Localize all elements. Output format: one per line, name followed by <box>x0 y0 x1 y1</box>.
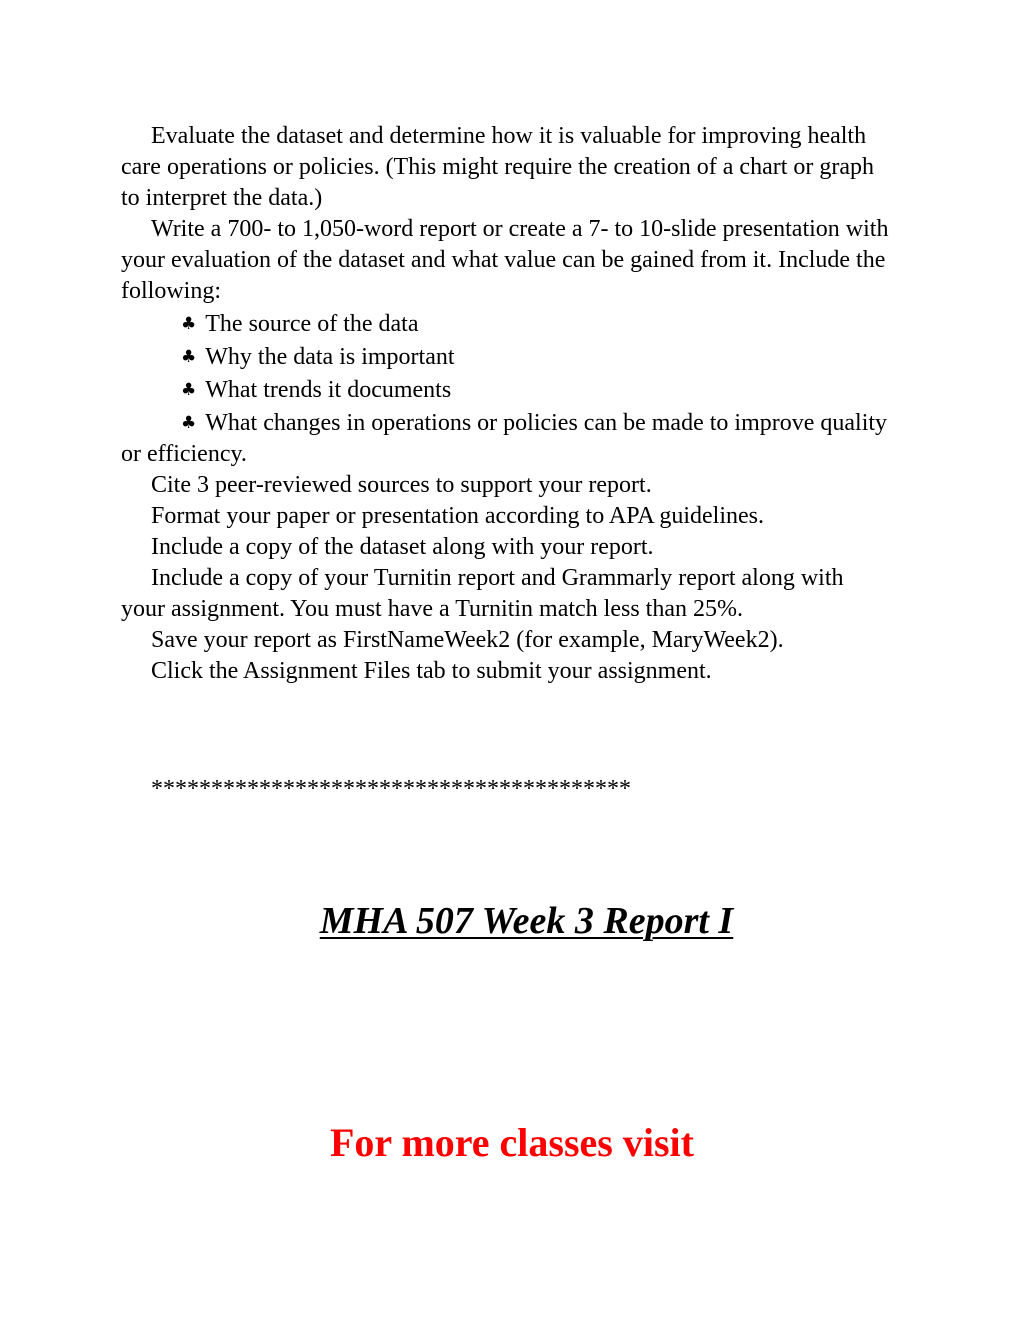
bullet-text: What changes in operations or policies can be made to improve quality or efficiency. <box>121 410 888 467</box>
cite-paragraph: Cite 3 peer-reviewed sources to support your report. <box>151 472 652 498</box>
bullet-item <box>121 408 891 470</box>
submit-paragraph: Click the Assignment Files tab to submit your assignment. <box>151 658 712 684</box>
club-bullet-icon: ♣ <box>181 314 197 334</box>
dataset-paragraph: Include a copy of the dataset along with your report. <box>151 534 654 560</box>
write-paragraph: Write a 700- to 1,050-word report or create a 7- to 10-slide presentation with your evaluation of the dataset and what value can be gained from it. Include the following: <box>121 216 889 304</box>
asterisk-divider: **************************************** <box>151 776 631 802</box>
bullet-text: What trends it documents <box>205 377 452 403</box>
report-title: MHA 507 Week 3 Report I <box>319 900 734 942</box>
bullet-text: Why the data is important <box>205 344 455 370</box>
assignment-instructions <box>121 121 891 687</box>
evaluate-paragraph: Evaluate the dataset and determine how it is valuable for improving health care operations or policies. (This might require the creation of a chart or graph to interpret the data.) <box>121 123 875 211</box>
bullet-item <box>121 309 891 340</box>
format-paragraph: Format your paper or presentation according to APA guidelines. <box>151 503 764 529</box>
turnitin-paragraph: Include a copy of your Turnitin report and Grammarly report along with your assignment. You must have a Turnitin match less than 25%. <box>121 565 844 622</box>
club-bullet-icon: ♣ <box>181 413 197 433</box>
save-paragraph: Save your report as FirstNameWeek2 (for example, MaryWeek2). <box>151 627 784 653</box>
promo-heading: For more classes visit <box>329 1120 694 1165</box>
club-bullet-icon: ♣ <box>181 347 197 367</box>
bullet-item <box>121 375 891 406</box>
bullet-item <box>121 342 891 373</box>
club-bullet-icon: ♣ <box>181 380 197 400</box>
bullet-text: The source of the data <box>205 311 419 337</box>
